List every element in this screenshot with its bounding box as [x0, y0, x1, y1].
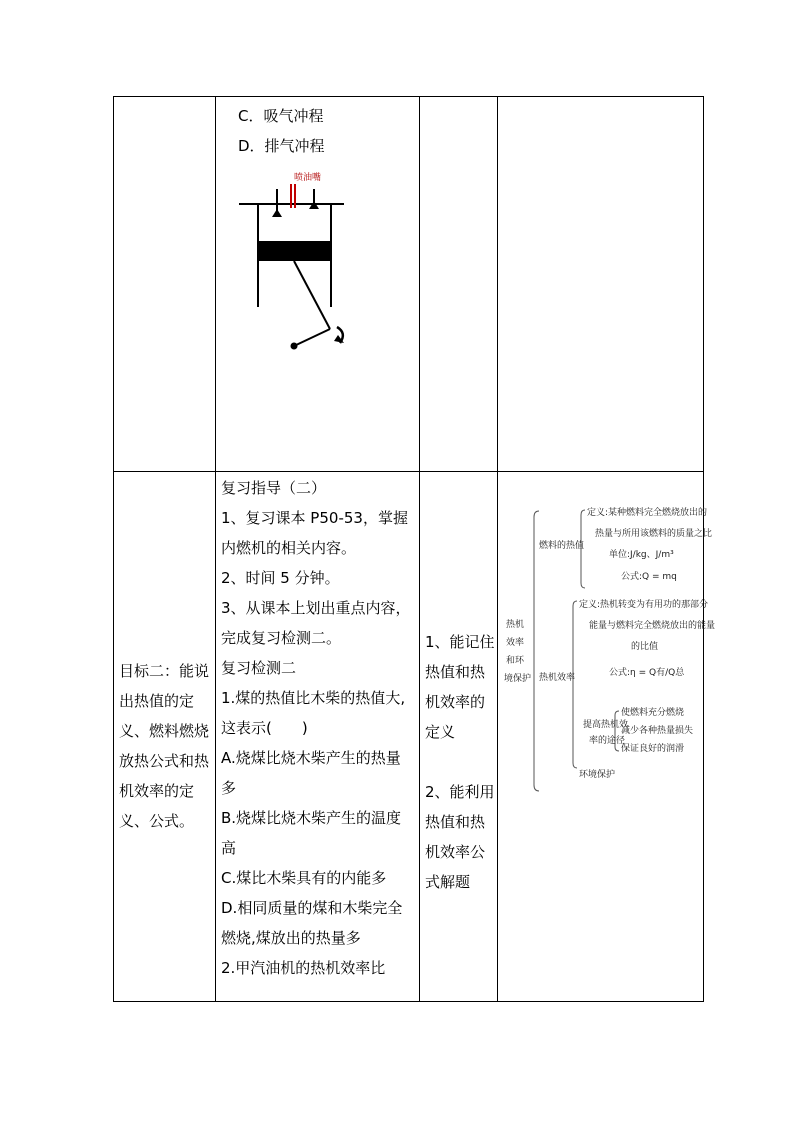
column-divider — [497, 97, 498, 1001]
option-a: A.烧煤比烧木柴产生的热量多 — [221, 749, 401, 797]
option-c: C.煤比木柴具有的内能多 — [221, 869, 387, 887]
option-d: D.相同质量的煤和木柴完全燃烧,煤放出的热量多 — [221, 899, 403, 947]
guide-title: 复习指导（二） — [221, 479, 327, 497]
mindmap-root: 热机 — [506, 620, 525, 630]
heat-value-unit: 单位:J/kg、J/m³ — [609, 550, 674, 560]
objective-1: 1、能记住热值和热机效率的定义 — [425, 633, 495, 741]
heat-value-formula: 公式:Q = mq — [621, 572, 677, 582]
objective-2: 2、能利用热值和热机效率公式解题 — [425, 783, 495, 891]
guide-cell — [221, 473, 413, 983]
check-title: 复习检测二 — [221, 659, 297, 677]
option-c: C．吸气冲程 — [238, 107, 324, 125]
efficiency-formula: 公式:η = Q有/Q总 — [609, 668, 685, 678]
branch-heat-value: 燃料的热值 — [539, 541, 585, 551]
connecting-rod — [294, 261, 330, 329]
injector-label: 喷油嘴 — [294, 173, 322, 183]
guide-item: 1、复习课本 P50-53，掌握内燃机的相关内容。 — [221, 509, 408, 557]
mind-map: 热机 效率 和环 境保护 燃料的热值 定义:某种燃料完全燃烧放出的 热量与所用该燃料的质量之比 单位:J/kg、J/m³ 公式:Q = mq 热机效率 定义:热机转变为有用功的那部分 能量与燃料完全燃烧放出的能量 的比值 公式:η = Q有/Q总 提高热机效 率的途径 使燃料充分燃烧 减少各种热量损失 保证良好的润滑 环境保护 — [499, 507, 704, 797]
method-item: 减少各种热量损失 — [621, 726, 694, 736]
question-2: 2.甲汽油机的热机效率比 — [221, 959, 386, 977]
method-item: 使燃料充分燃烧 — [621, 708, 685, 718]
improve-efficiency: 提高热机效 — [583, 720, 629, 730]
method-item: 保证良好的润滑 — [621, 744, 685, 754]
option-d: D．排气冲程 — [238, 137, 325, 155]
piston — [259, 241, 330, 261]
question-1: 1.煤的热值比木柴的热值大,这表示( ) — [221, 689, 406, 737]
crank — [294, 329, 330, 346]
engine-diagram — [232, 167, 372, 357]
efficiency-definition: 定义:热机转变为有用功的那部分 — [579, 600, 709, 610]
goal-cell: 目标二：能说出热值的定义、燃料燃烧放热公式和热机效率的定义、公式。 — [119, 662, 210, 830]
objectives-cell — [425, 627, 495, 897]
guide-item: 2、时间 5 分钟。 — [221, 569, 340, 587]
option-b: B.烧煤比烧木柴产生的温度高 — [221, 809, 402, 857]
row1-content-cell — [226, 101, 416, 161]
column-divider — [215, 97, 216, 1001]
guide-item: 3、从课本上划出重点内容，完成复习检测二。 — [221, 599, 411, 647]
row-divider — [114, 471, 703, 472]
branch-environment: 环境保护 — [579, 770, 616, 780]
column-divider — [419, 97, 420, 1001]
lesson-table — [113, 96, 716, 1002]
heat-value-definition: 定义:某种燃料完全燃烧放出的 — [587, 508, 708, 518]
branch-efficiency: 热机效率 — [539, 673, 576, 683]
